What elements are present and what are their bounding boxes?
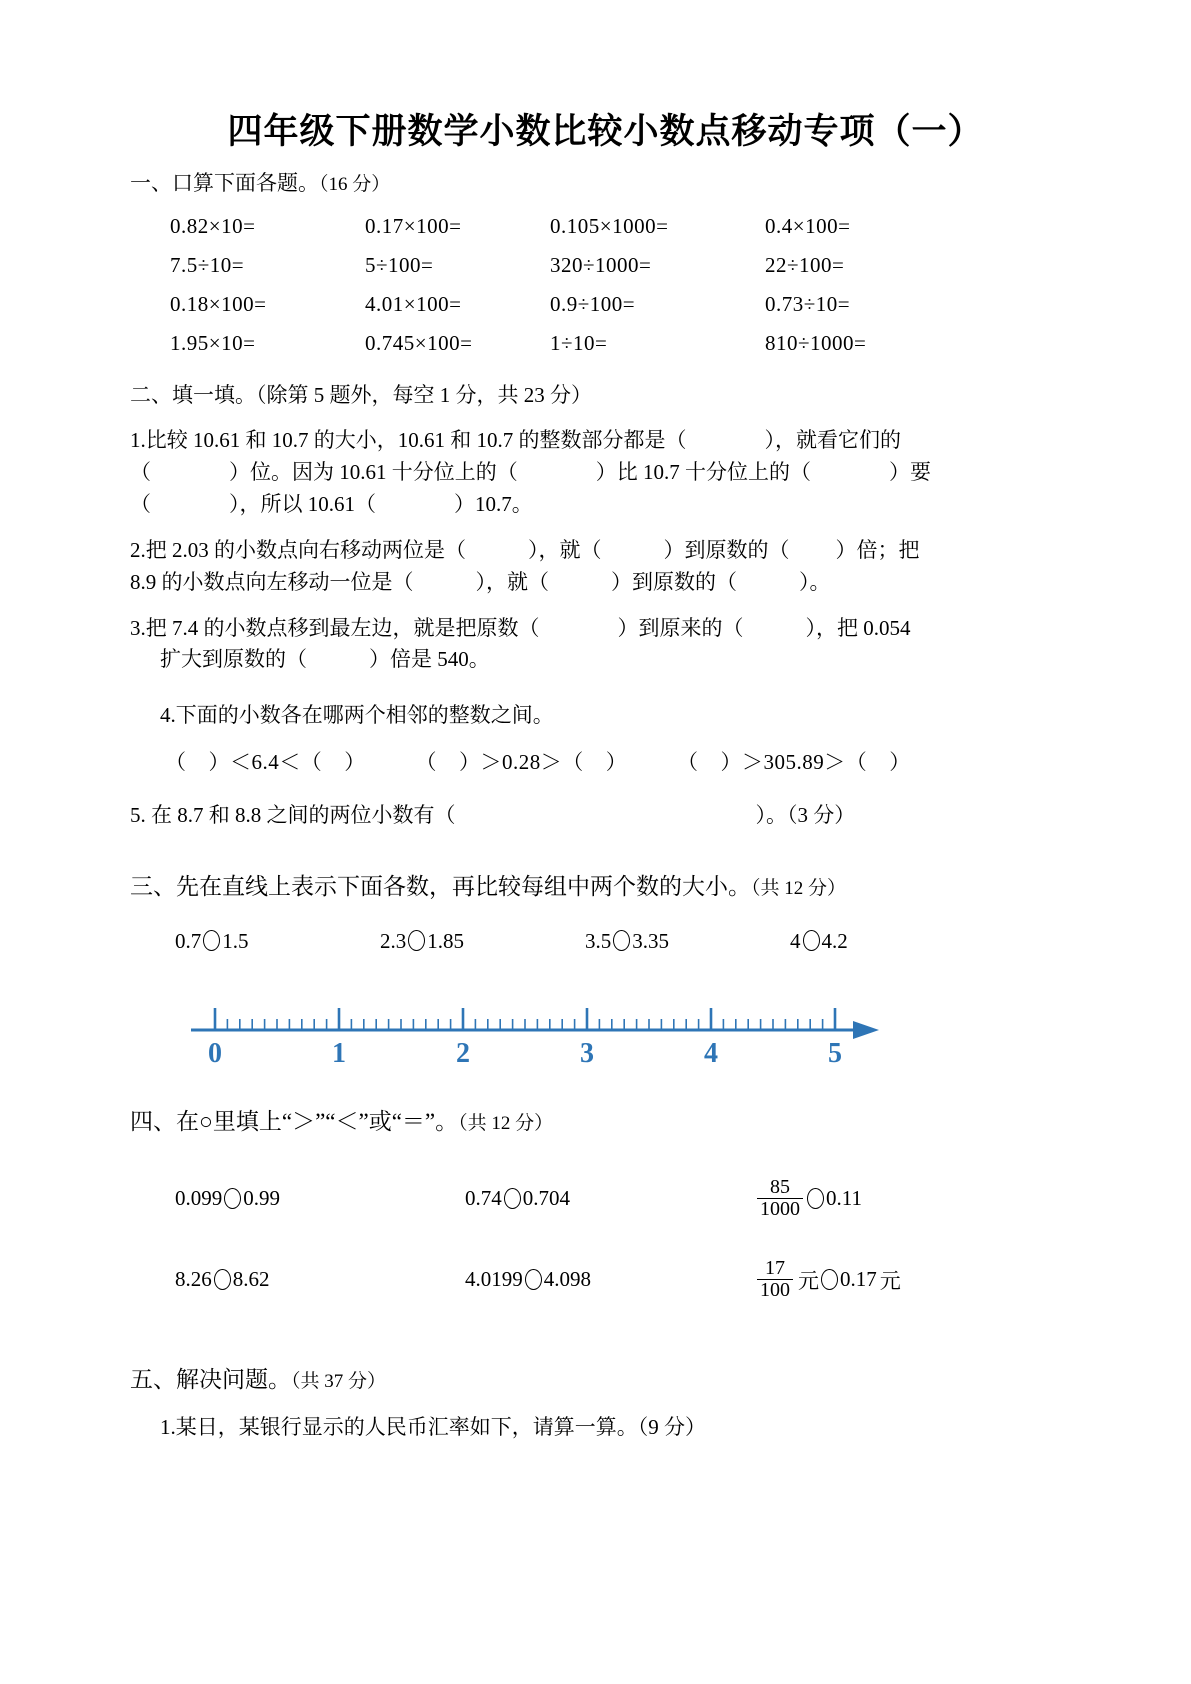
- spacer: [0, 776, 1191, 800]
- section-1-heading: [0, 168, 1191, 200]
- calc-problem: 5÷100=: [365, 252, 434, 277]
- comparison-circle[interactable]: [613, 930, 630, 951]
- spacer: [0, 905, 1191, 929]
- comparison-circle[interactable]: [224, 1188, 241, 1209]
- pair-left-value: 3.5: [585, 928, 612, 953]
- section-4-row-1: [0, 1177, 1191, 1220]
- section-3-pairs: [0, 929, 1191, 954]
- q2-2-text-e: 8.9 的小数点向左移动一位是（: [130, 569, 414, 594]
- comparison-expression: [465, 1267, 755, 1292]
- number-line-label: 1: [332, 1037, 346, 1067]
- comparison-pair: [175, 929, 380, 954]
- comparison-expression: [175, 1186, 465, 1211]
- q2-4-paren-left: （: [165, 750, 187, 775]
- q2-1-text-b: ），就看它们的: [764, 428, 901, 452]
- section-5-title: 五、解决问题。: [130, 1367, 291, 1393]
- spacer: [0, 411, 1191, 425]
- q2-5-text-b: ）。（3 分）: [755, 803, 856, 828]
- q2-1-text-g: （: [130, 491, 151, 516]
- fraction-numerator: 17: [765, 1257, 785, 1280]
- q2-4-paren-right: ）: [344, 750, 366, 775]
- spacer: [0, 200, 1191, 214]
- q2-4-paren-left: （: [415, 750, 437, 775]
- pair-right-value: 3.35: [632, 928, 669, 953]
- comparison-circle[interactable]: [803, 930, 820, 951]
- q2-1-text-e: ）比 10.7 十分位上的（: [595, 459, 811, 484]
- section-3-title: 三、先在直线上表示下面各数，再比较每组中两个数的大小。: [130, 874, 751, 900]
- section-1-title: 一、口算下面各题。: [130, 171, 319, 195]
- pair-left-value: 2.3: [380, 928, 407, 953]
- calc-problem: 22÷100=: [765, 252, 845, 277]
- calc-problem: 0.4×100=: [765, 213, 851, 238]
- pair-right-value: 1.5: [222, 928, 249, 953]
- number-line-label: 5: [828, 1037, 842, 1067]
- calc-problem: 0.18×100=: [170, 291, 267, 316]
- spacer: [0, 1301, 1191, 1339]
- calc-problem: 0.82×10=: [170, 213, 256, 238]
- question-2-2-line-1: [0, 535, 1191, 567]
- comparison-circle[interactable]: [807, 1188, 824, 1209]
- cmp-left-value: 4.0199: [465, 1267, 523, 1292]
- number-line-arrow: [853, 1021, 879, 1039]
- q2-2-text-f: ），就（: [475, 569, 549, 594]
- spacer: [0, 356, 1191, 380]
- number-line-figure: [0, 992, 1191, 1067]
- comparison-pair: [790, 929, 995, 954]
- q2-4-mid: ）＞0.28＞（: [459, 750, 584, 775]
- cmp-left-value: 0.099: [175, 1186, 223, 1211]
- q2-2-text-c: ）到原数的（: [663, 537, 790, 562]
- number-line-svg: [185, 992, 885, 1067]
- q2-4-item: [677, 750, 911, 774]
- comparison-circle[interactable]: [408, 930, 425, 951]
- cmp-left-value: 8.26: [175, 1267, 212, 1292]
- spacer: [0, 599, 1191, 613]
- pair-right-value: 4.2: [821, 928, 848, 953]
- question-5-1: 1.某日，某银行显示的人民币汇率如下，请算一算。（9 分）: [160, 1414, 706, 1439]
- page-title: 四年级下册数学小数比较小数点移动专项（一）: [227, 112, 984, 151]
- section-2-heading: 二、填一填。（除第 5 题外，每空 1 分，共 23 分）: [130, 382, 592, 407]
- number-line-label: 4: [704, 1037, 718, 1067]
- section-5-points: （共 37 分）: [291, 1371, 387, 1393]
- spacer: [0, 676, 1191, 700]
- comparison-circle[interactable]: [214, 1269, 231, 1290]
- question-2-4-prompt: 4.下面的小数各在哪两个相邻的整数之间。: [160, 703, 554, 728]
- comparison-pair: [585, 929, 790, 954]
- calc-problem: 0.745×100=: [365, 330, 473, 355]
- calc-problem: 1.95×10=: [170, 330, 256, 355]
- pair-left-value: 0.7: [175, 928, 202, 953]
- cmp-left-value: 0.74: [465, 1186, 502, 1211]
- fraction: [757, 1177, 803, 1220]
- calc-problem: 7.5÷10=: [170, 252, 245, 277]
- q2-4-mid: ）＜6.4＜（: [208, 750, 323, 775]
- calc-problem: 0.73÷10=: [765, 291, 851, 316]
- calc-problem: 1÷10=: [550, 330, 608, 355]
- q2-1-text-d: ）位。因为 10.61 十分位上的（: [229, 459, 518, 484]
- section-3-heading: [0, 870, 1191, 905]
- q2-1-text-c: （: [130, 459, 151, 484]
- section-4-row-2: [0, 1258, 1191, 1301]
- oral-arithmetic-grid: [0, 214, 1191, 356]
- calc-problem: 810÷1000=: [765, 330, 867, 355]
- q2-4-item: [416, 750, 628, 774]
- question-2-1-line-3: [0, 489, 1191, 521]
- q2-4-paren-left: （: [677, 750, 699, 775]
- q2-3-text-b: ）到原来的（: [617, 615, 744, 640]
- q2-4-mid: ）＞305.89＞（: [720, 750, 868, 775]
- number-line-labels: [208, 1038, 842, 1067]
- pair-right-value: 1.85: [427, 928, 464, 953]
- spacer: [0, 1139, 1191, 1177]
- spacer: [0, 521, 1191, 535]
- spacer: [0, 1067, 1191, 1105]
- fraction: [757, 1258, 793, 1301]
- q2-3-text-e: ）倍是 540。: [369, 647, 490, 672]
- cmp-right-value: 0.11: [826, 1186, 862, 1211]
- fraction-numerator: 85: [770, 1176, 790, 1199]
- cmp-right-value: 4.098: [543, 1267, 591, 1292]
- comparison-circle[interactable]: [525, 1269, 542, 1290]
- q2-1-text-a: 1.比较 10.61 和 10.7 的大小，10.61 和 10.7 的整数部分都是（: [130, 428, 687, 452]
- currency-unit: 元: [798, 1268, 819, 1293]
- calc-problem: 0.9÷100=: [550, 291, 636, 316]
- spacer: [0, 732, 1191, 746]
- comparison-expression: [465, 1186, 755, 1211]
- section-5-heading: [0, 1363, 1191, 1398]
- calc-problem: 0.105×1000=: [550, 213, 669, 238]
- q2-3-text-a: 3.把 7.4 的小数点移到最左边，就是把原数（: [130, 615, 540, 640]
- section-4-title: 四、在○里填上“＞”“＜”或“＝”。: [130, 1108, 459, 1134]
- spacer: [0, 1398, 1191, 1412]
- q2-2-text-g: ）到原数的（: [611, 569, 737, 594]
- question-2-1-line-1: [0, 425, 1191, 457]
- spacer: [0, 832, 1191, 870]
- q2-1-text-f: ）要: [889, 459, 931, 484]
- number-line-label: 2: [456, 1037, 470, 1067]
- section-3-points: （共 12 分）: [751, 878, 847, 900]
- calc-problem: 0.17×100=: [365, 213, 462, 238]
- calc-problem: 320÷1000=: [550, 252, 652, 277]
- number-line-label: 3: [580, 1037, 594, 1067]
- spacer: [0, 1339, 1191, 1363]
- question-2-2-line-2: [0, 567, 1191, 599]
- q2-2-text-d: ）倍；把: [835, 537, 920, 562]
- cmp-right-value: 8.62: [232, 1267, 270, 1292]
- q2-4-paren-right: ）: [605, 750, 628, 775]
- q2-3-text-d: 扩大到原数的（: [160, 647, 307, 672]
- q2-1-text-h: ），所以 10.61（: [229, 491, 376, 516]
- section-4-points: （共 12 分）: [458, 1112, 554, 1134]
- question-2-1-line-2: [0, 457, 1191, 489]
- calc-problem: 4.01×100=: [365, 291, 462, 316]
- q2-4-paren-right: ）: [889, 750, 911, 775]
- comparison-circle[interactable]: [203, 930, 220, 951]
- q2-1-text-i: ）10.7。: [454, 491, 533, 516]
- section-1-points: （16 分）: [319, 174, 391, 195]
- question-2-3-line-2: [0, 644, 1191, 676]
- cmp-right-value: 0.704: [522, 1186, 570, 1211]
- q2-3-text-c: ），把 0.054: [805, 615, 911, 640]
- question-2-4-items: [0, 746, 1191, 776]
- q2-5-text-a: 5. 在 8.7 和 8.8 之间的两位小数有（: [130, 803, 456, 828]
- fraction-denominator: 1000: [757, 1198, 803, 1220]
- pair-left-value: 4: [790, 928, 801, 953]
- question-2-5: [0, 800, 1191, 832]
- number-line-label: 0: [208, 1037, 222, 1067]
- comparison-expression: [755, 1177, 1045, 1220]
- q2-2-text-b: ），就（: [528, 537, 602, 562]
- comparison-circle[interactable]: [821, 1269, 838, 1290]
- number-line-ticks: [215, 1008, 835, 1030]
- spacer: [0, 154, 1191, 168]
- cmp-right-value: 0.17: [840, 1267, 877, 1292]
- comparison-pair: [380, 929, 585, 954]
- spacer: [0, 1220, 1191, 1258]
- section-4-heading: [0, 1105, 1191, 1140]
- cmp-right-value: 0.99: [243, 1186, 280, 1211]
- q2-2-text-h: ）。: [799, 569, 831, 594]
- fraction-denominator: 100: [757, 1279, 793, 1301]
- question-2-3-line-1: [0, 613, 1191, 645]
- q2-4-item: [165, 750, 366, 774]
- comparison-circle[interactable]: [504, 1188, 521, 1209]
- q2-2-text-a: 2.把 2.03 的小数点向右移动两位是（: [130, 537, 466, 562]
- spacer: [0, 954, 1191, 992]
- currency-unit: 元: [879, 1268, 901, 1293]
- comparison-expression: [175, 1267, 465, 1292]
- comparison-expression: [755, 1258, 1045, 1301]
